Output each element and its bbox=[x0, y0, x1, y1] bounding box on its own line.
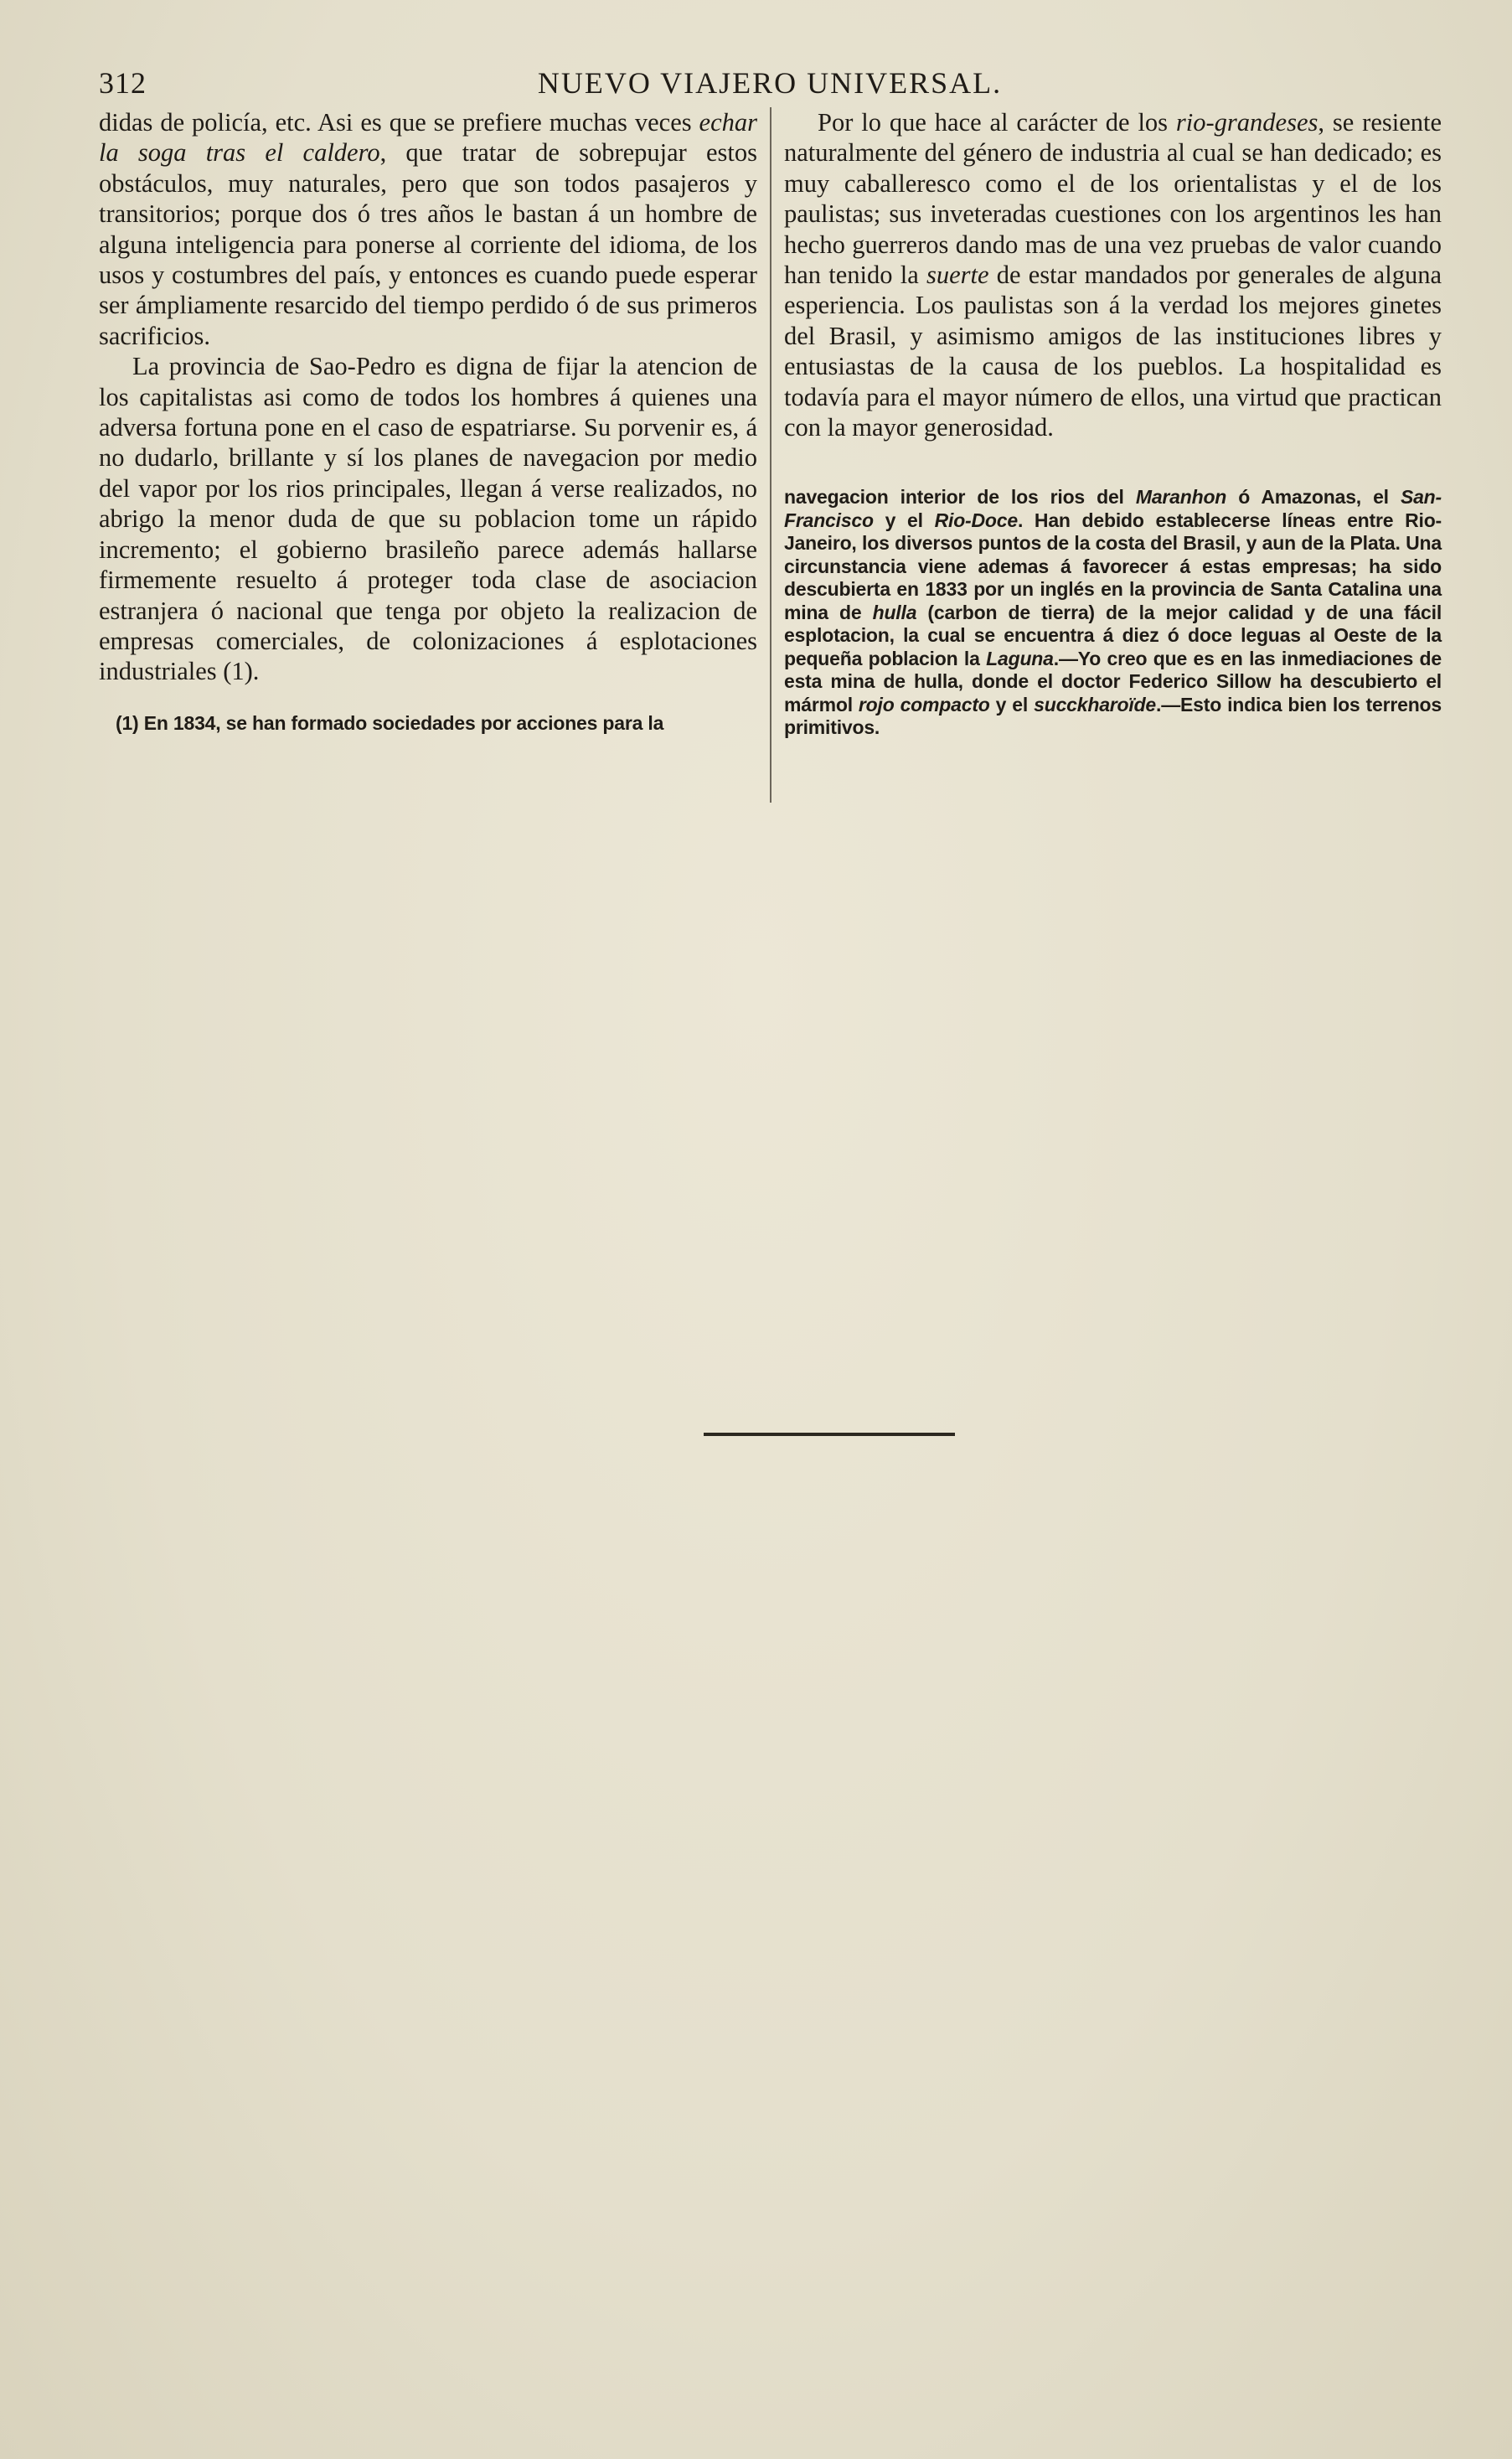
fn-italic-4: hulla bbox=[872, 601, 917, 623]
left-paragraph-1 bbox=[99, 107, 757, 351]
fn-text-h: .—Esto indica bien los terrenos primitivos. bbox=[784, 693, 1442, 739]
fn-italic-2: San-Francisco bbox=[784, 486, 1442, 531]
fn-text-f: .—Yo creo que es en las inmediaciones de esta mina de hulla, donde el doctor Federico Sillow ha descubierto el mármol bbox=[784, 647, 1442, 715]
fn-text-g: y el bbox=[989, 693, 1035, 715]
right-footnote-continuation bbox=[784, 486, 1442, 740]
left-paragraph-2: La provincia de Sao-Pedro es digna de fijar la atencion de los capitalistas asi como de todos los hombres á quienes una adversa fortuna pone en el caso de espatriarse. Su porvenir es, á no dudarlo, brillante y sí los planes de navegacion por medio del vapor por los rios principales, llegan á verse realizados, no abrigo la menor duda de que su poblacion tome un rápido incremento; el gobierno brasileño parece además hallarse firmemente resuelto á proteger toda clase de asociacion estranjera ó nacional que tenga por objeto la realizacion de empresas comerciales, de colonizaciones á esplotaciones industriales (1). bbox=[99, 352, 757, 686]
page-number: 312 bbox=[99, 66, 147, 100]
fn-text-d: . Han debido establecerse líneas entre Rio-Janeiro, los diversos puntos de la costa del Brasil, y aun de la Plata. Una circunstancia viene ademas á favorecer á estas empresas; ha sido descubierta en 1833 por un inglés en la provincia de Santa Catalina una mina de bbox=[784, 509, 1442, 623]
right-p1-text-a: Por lo que hace al carácter de los bbox=[818, 108, 1176, 137]
fn-text-b: ó Amazonas, el bbox=[1226, 486, 1401, 509]
running-title: NUEVO VIAJERO UNIVERSAL. bbox=[537, 66, 1003, 100]
right-p1-text-b: , se resiente naturalmente del género de industria al cual se han dedicado; es muy caballeresco como el de los orientalistas y el de los paulistas; sus inveteradas cuestiones con los argentinos les han hecho guerreros dando mas de una vez pruebas de valor cuando han tenido la bbox=[784, 108, 1442, 290]
left-p1-italic: echar la soga tras el caldero bbox=[99, 108, 757, 168]
fn-italic-7: succkharoïde bbox=[1034, 693, 1157, 715]
end-rule bbox=[704, 1433, 955, 1436]
right-column bbox=[784, 107, 1442, 740]
right-p1-italic-1: rio-grandeses bbox=[1175, 108, 1318, 137]
left-footnote: (1) En 1834, se han formado sociedades por acciones para la bbox=[116, 711, 664, 734]
fn-text-e: (carbon de tierra) de la mejor calidad y de una fácil esplotacion, la cual se encuentra á diez ó doce leguas al Oeste de la pequeña poblacion la bbox=[784, 601, 1442, 669]
column-divider bbox=[770, 107, 771, 803]
fn-text-a: navegacion interior de los rios del bbox=[784, 486, 1136, 509]
left-p1-text-b: , que tratar de sobrepujar estos obstáculos, muy naturales, pero que son todos pasajeros y transitorios; porque dos ó tres años le bastan á un hombre de alguna inteligencia para ponerse al corriente del idioma, de los usos y costumbres del país, y entonces es cuando puede esperar ser ámpliamente resarcido del tiempo perdido ó de sus primeros sacrificios. bbox=[99, 138, 757, 350]
fn-italic-6: rojo compacto bbox=[858, 693, 990, 715]
page-header bbox=[99, 65, 1441, 107]
left-column bbox=[99, 107, 757, 735]
fn-italic-3: Rio-Doce bbox=[934, 509, 1018, 531]
fn-italic-1: Maranhon bbox=[1135, 486, 1227, 509]
right-p1-italic-2: suerte bbox=[926, 261, 989, 290]
right-paragraph-1 bbox=[784, 107, 1442, 442]
fn-text-c: y el bbox=[873, 509, 935, 531]
right-p1-text-c: de estar mandados por generales de alguna esperiencia. Los paulistas son á la verdad los mejores ginetes del Brasil, y asimismo amigos de las instituciones libres y entusiastas de la causa de los pueblos. La hospitalidad es todavía para el mayor número de ellos, una virtud que practican con la mayor generosidad. bbox=[784, 261, 1442, 442]
fn-italic-5: Laguna bbox=[986, 647, 1054, 669]
left-p1-text-a: didas de policía, etc. Asi es que se prefiere muchas veces bbox=[99, 108, 699, 137]
